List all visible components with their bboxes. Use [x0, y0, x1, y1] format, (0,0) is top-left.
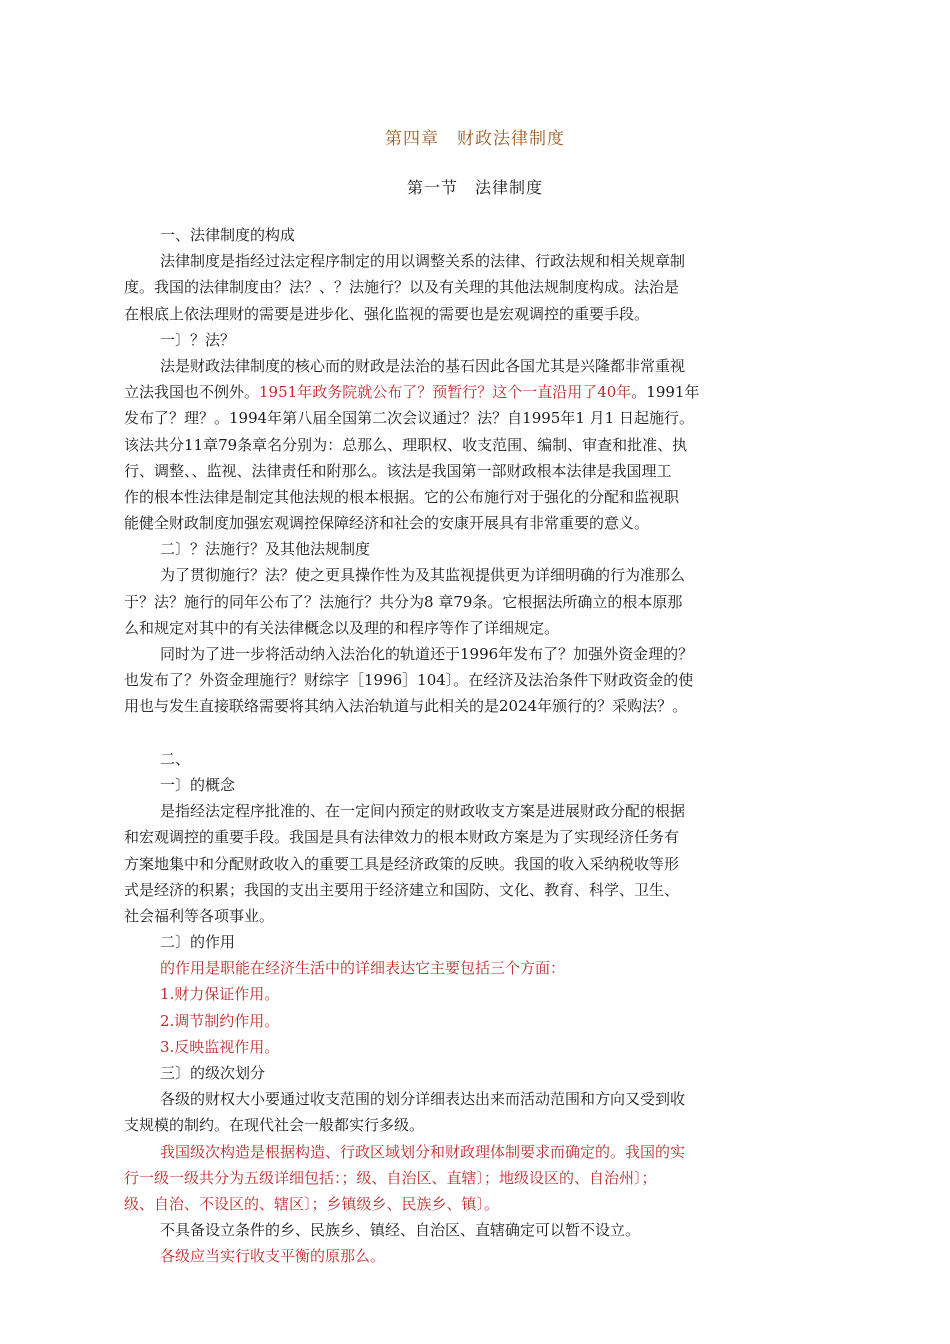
text-line: 三〕的级次划分	[160, 1064, 266, 1082]
text-line: 级、自治、不设区的、辖区〕；乡镇级乡、民族乡、镇〕。	[124, 1194, 500, 1213]
document-body	[124, 222, 828, 1270]
text-line: 我国级次构造是根据构造、行政区域划分和财政理体制要求而确定的。我国的实	[160, 1142, 686, 1161]
text-line: 的作用是职能在经济生活中的详细表达它主要包括三个方面：	[160, 959, 566, 978]
text-line: 方案地集中和分配财政收入的重要工具是经济政策的反映。我国的收入采纳税收等形	[124, 854, 680, 873]
text-line: 各级的财权大小要通过收支范围的划分详细表达出来而活动范围和方向又受到收	[160, 1090, 686, 1109]
text-line: 二、	[160, 749, 191, 768]
text-line: 该法共分11章79条章名分别为：总那么、理职权、收支范围、编制、审查和批准、执	[124, 435, 688, 454]
text-line: 2.调节制约作用。	[160, 1011, 280, 1030]
text-line: 同时为了进一步将活动纳入法治化的轨道还于1996年发布了？加强外资金理的？	[160, 645, 694, 663]
text-line: 为了贯彻施行？法？使之更具操作性为及其监视提供更为详细明确的行为准那么	[160, 566, 686, 585]
text-line: 发布了？理？。1994年第八届全国第二次会议通过？法？自1995年1 月1 日起施行。	[124, 409, 694, 428]
text-line: 一、法律制度的构成	[160, 226, 296, 244]
text-line: 式是经济的积累；我国的支出主要用于经济建立和国防、文化、教育、科学、卫生、	[124, 880, 680, 899]
text-line: 于？法？施行的同年公布了？法施行？共分为8 章79条。它根据法所确立的根本原那	[124, 592, 683, 611]
text-line: 不具备设立条件的乡、民族乡、镇经、自治区、直辖确定可以暂不设立。	[160, 1221, 641, 1240]
text-line: 行、调整、、监视、法律责任和附那么。该法是我国第一部财政根本法律是我国理工	[124, 461, 672, 480]
text-line: 能健全财政制度加强宏观调控保障经济和社会的安康开展具有非常重要的意义。	[124, 514, 650, 533]
text-line: 和宏观调控的重要手段。我国是具有法律效力的根本财政方案是为了实现经济任务有	[124, 828, 680, 847]
text-line: 行一级一级共分为五级详细包括：；级、自治区、直辖〕；地级设区的、自治州〕；	[124, 1168, 657, 1187]
text-line: 社会福利等各项事业。	[124, 906, 275, 925]
text-line: 各级应当实行收支平衡的原那么。	[160, 1247, 386, 1266]
text-span: 。1991年	[631, 383, 700, 402]
text-line: 用也与发生直接联络需要将其纳入法治轨道与此相关的是2024年颁行的？采购法？。	[124, 697, 688, 716]
text-line: 法是财政法律制度的核心而的财政是法治的基石因此各国尤其是兴隆都非常重视	[160, 356, 686, 375]
text-line: 么和规定对其中的有关法律概念以及理的和程序等作了详细规定。	[124, 618, 560, 637]
text-line: 度。我国的法律制度由？法？、？法施行？以及有关理的其他法规制度构成。法治是	[124, 278, 680, 297]
text-line	[124, 379, 828, 405]
text-line: 是指经法定程序批准的、在一定间内预定的财政收支方案是进展财政分配的根据	[160, 802, 686, 821]
text-line: 作的根本性法律是制定其他法规的根本根据。它的公布施行对于强化的分配和监视职	[124, 487, 680, 506]
text-span: 立法我国也不例外。	[124, 383, 260, 402]
text-line: 法律制度是指经过法定程序制定的用以调整关系的法律、行政法规和相关规章制	[160, 252, 686, 271]
text-line: 也发布了？外资金理施行？财综字［1996］104〕。在经济及法治条件下财政资金的使	[124, 671, 694, 690]
text-line: 一〕的概念	[160, 775, 236, 794]
highlighted-text: 1951年政务院就公布了？预暂行？这个一直沿用了40年	[259, 383, 632, 402]
text-line: 在根底上依法理财的需要是进步化、强化监视的需要也是宏观调控的重要手段。	[124, 304, 650, 323]
text-line: 1.财力保证作用。	[160, 985, 280, 1004]
text-line: 二〕的作用	[160, 933, 236, 952]
text-line: 二〕？法施行？及其他法规制度	[160, 540, 371, 559]
blank-line	[124, 720, 828, 746]
text-line: 3.反映监视作用。	[160, 1037, 280, 1056]
text-line: 一〕？法？	[160, 330, 236, 349]
text-line: 支规模的制约。在现代社会一般都实行多级。	[124, 1116, 425, 1135]
section-title: 第一节 法律制度	[406, 178, 543, 197]
chapter-title: 第四章 财政法律制度	[385, 129, 565, 149]
